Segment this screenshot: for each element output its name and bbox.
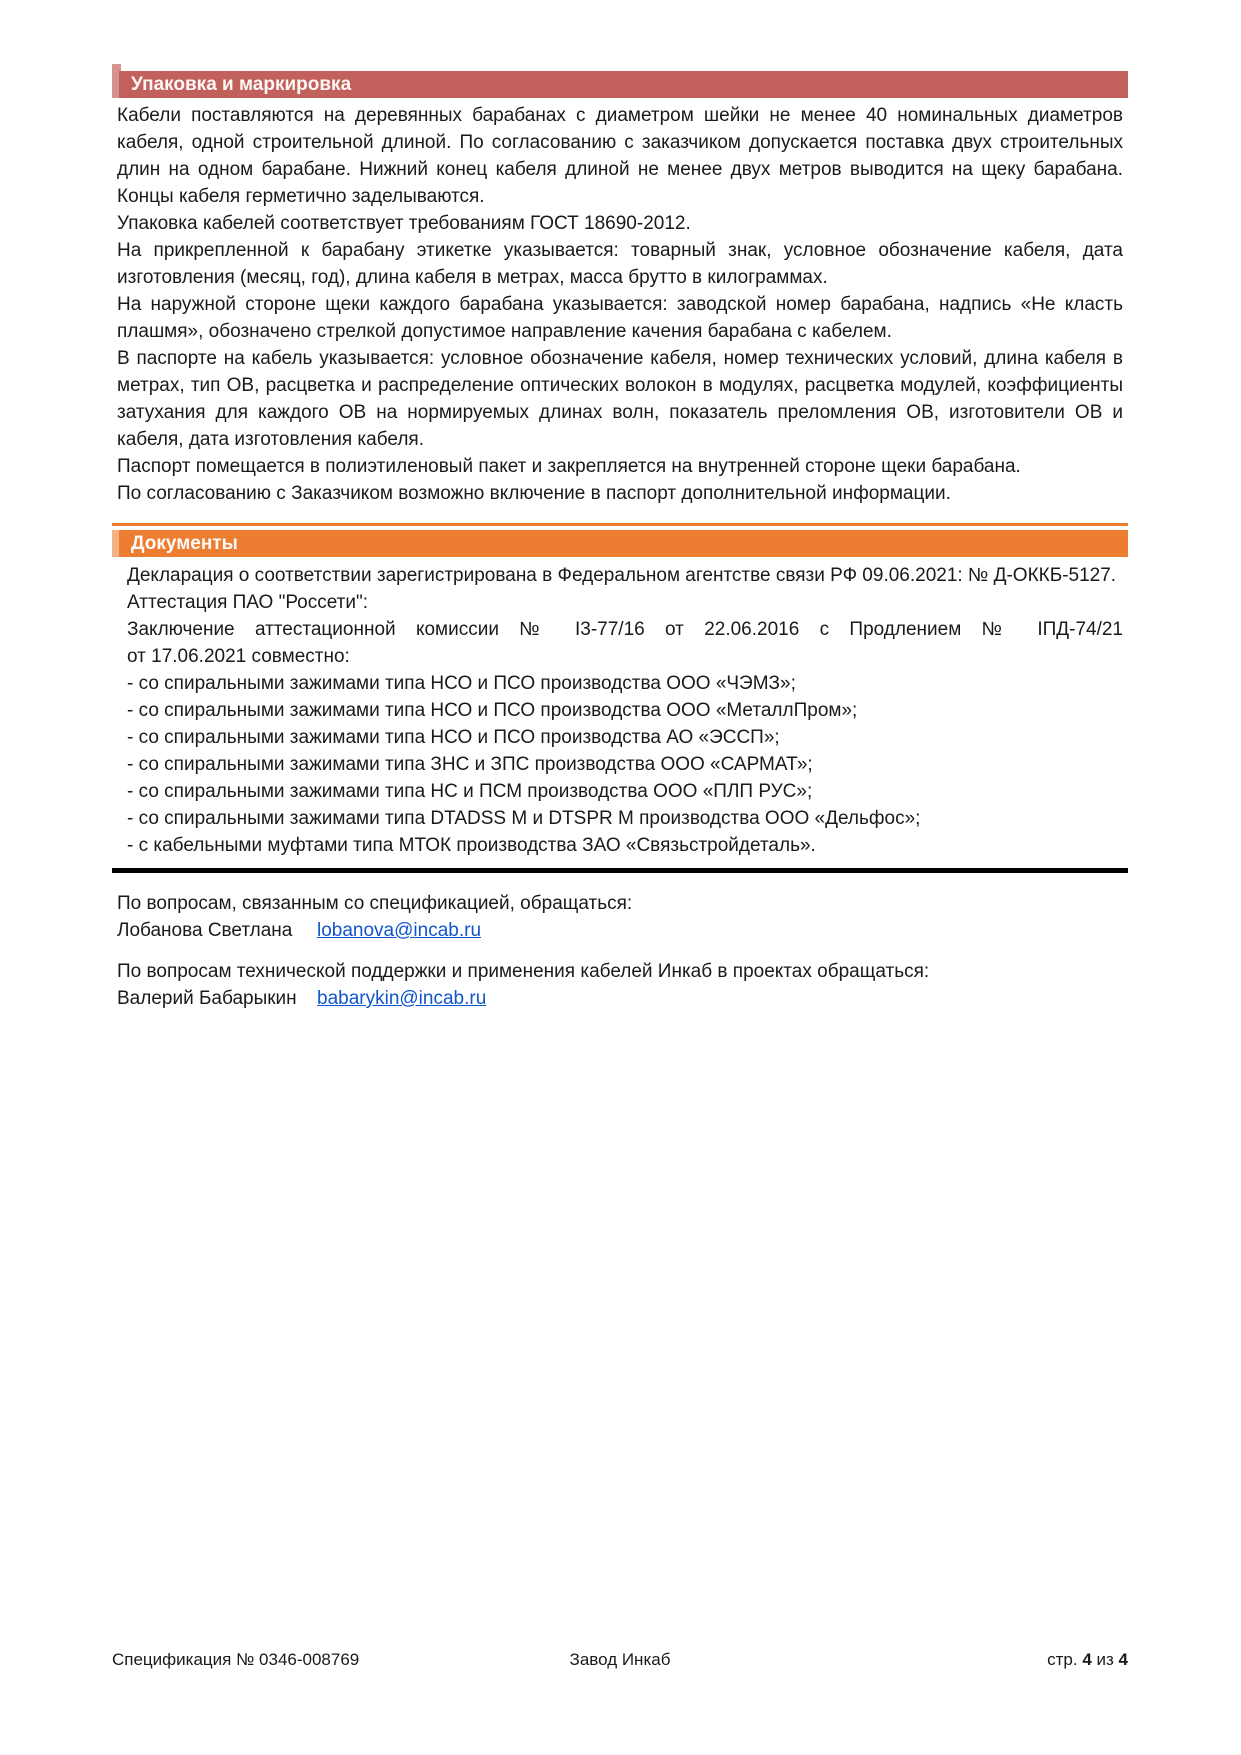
section-documents — [112, 523, 1128, 873]
clamp-list-item: - со спиральными зажимами типа НСО и ПСО производства ООО «ЧЭМЗ»; — [127, 673, 796, 694]
support-contact-row — [117, 985, 1123, 1012]
footer-page-total: 4 — [1118, 1650, 1129, 1669]
clamp-list-item: - со спиральными зажимами типа НСО и ПСО производства АО «ЭССП»; — [127, 727, 780, 748]
clamp-list-item: - со спиральными зажимами типа НС и ПСМ производства ООО «ПЛП РУС»; — [127, 781, 813, 802]
support-contact-name: Валерий Бабарыкин — [117, 988, 297, 1009]
packaging-paragraph: Паспорт помещается в полиэтиленовый пакет и закрепляется на внутренней стороне щеки барабана. — [117, 456, 1021, 477]
page-footer — [112, 1649, 1128, 1671]
packaging-section-header — [112, 71, 1128, 98]
packaging-paragraph: Упаковка кабелей соответствует требованиям ГОСТ 18690-2012. — [117, 213, 691, 234]
footer-spec-number: Спецификация № 0346-008769 — [112, 1650, 360, 1669]
packaging-bar-corner-decoration — [112, 64, 121, 71]
footer-page-indicator — [789, 1649, 1128, 1671]
spec-contact-email-link[interactable]: lobanova@incab.ru — [317, 920, 482, 941]
section-packaging — [112, 64, 1128, 507]
clamp-list-item: - со спиральными зажимами типа НСО и ПСО производства ООО «МеталлПром»; — [127, 700, 858, 721]
footer-page-number: 4 — [1082, 1650, 1092, 1669]
contacts-block — [112, 873, 1128, 1012]
page-content — [112, 64, 1128, 1012]
footer-company: Завод Инкаб — [569, 1650, 671, 1669]
clamp-list-item: - с кабельными муфтами типа МТОК производства ЗАО «Связьстройдеталь». — [127, 835, 816, 856]
documents-bar-top-border — [112, 523, 1128, 526]
footer-page-of: из — [1091, 1650, 1119, 1669]
packaging-paragraph: В паспорте на кабель указывается: условное обозначение кабеля, номер технических условий, длина кабеля в метрах, тип ОВ, расцветка и распределение оптических волокон в модулях, расцветка модулей, коэффициенты затухания для каждого ОВ на нормируемых длинах волн, показатель преломления ОВ, изготовители ОВ и кабеля, дата изготовления кабеля. — [117, 348, 1123, 450]
spec-contact-intro: По вопросам, связанным со спецификацией, обращаться: — [117, 893, 633, 914]
contacts-spacer — [117, 944, 1123, 958]
spec-contact-row — [117, 917, 1123, 944]
conclusion-line-2: от 17.06.2021 совместно: — [127, 646, 350, 667]
spec-contact-name: Лобанова Светлана — [117, 920, 293, 941]
footer-page-prefix: стр. — [1047, 1650, 1083, 1669]
declaration-line: Декларация о соответствии зарегистрирована в Федеральном агентстве связи РФ 09.06.2021: № Д-ОККБ-5127. — [127, 565, 1117, 586]
support-contact-email-link[interactable]: babarykin@incab.ru — [317, 988, 487, 1009]
packaging-paragraph: На прикрепленной к барабану этикетке указывается: товарный знак, условное обозначение кабеля, дата изготовления (месяц, год), длина кабеля в метрах, масса брутто в килограммах. — [117, 240, 1123, 288]
attestation-line: Аттестация ПАО "Россети": — [127, 592, 369, 613]
packaging-paragraph: Кабели поставляются на деревянных барабанах с диаметром шейки не менее 40 номинальных диаметров кабеля, одной строительной длиной. По согласованию с заказчиком допускается поставка двух строительных длин на одном барабане. Нижний конец кабеля длиной не менее двух метров выводится на щеку барабана. Концы кабеля герметично заделываются. — [117, 105, 1123, 207]
clamp-list-item: - со спиральными зажимами типа ЗНС и ЗПС производства ООО «САРМАТ»; — [127, 754, 813, 775]
support-contact-intro: По вопросам технической поддержки и применения кабелей Инкаб в проектах обращаться: — [117, 961, 930, 982]
documents-section-title: Документы — [131, 533, 238, 554]
packaging-paragraph: На наружной стороне щеки каждого барабана указывается: заводской номер барабана, надпись «Не класть плашмя», обозначено стрелкой допустимое направление качения барабана с кабелем. — [117, 294, 1123, 342]
documents-text-block — [112, 557, 1128, 859]
documents-section-header — [112, 530, 1128, 557]
clamp-list-item: - со спиральными зажимами типа DTADSS M и DTSPR M производства ООО «Дельфос»; — [127, 808, 921, 829]
packaging-section-title: Упаковка и маркировка — [131, 74, 352, 95]
packaging-paragraph: По согласованию с Заказчиком возможно включение в паспорт дополнительной информации. — [117, 483, 951, 504]
packaging-text-block — [112, 98, 1128, 507]
conclusion-line-1: Заключение аттестационной комиссии № I3-77/16 от 22.06.2016 с Продлением № IПД-74/21 — [127, 619, 1123, 640]
